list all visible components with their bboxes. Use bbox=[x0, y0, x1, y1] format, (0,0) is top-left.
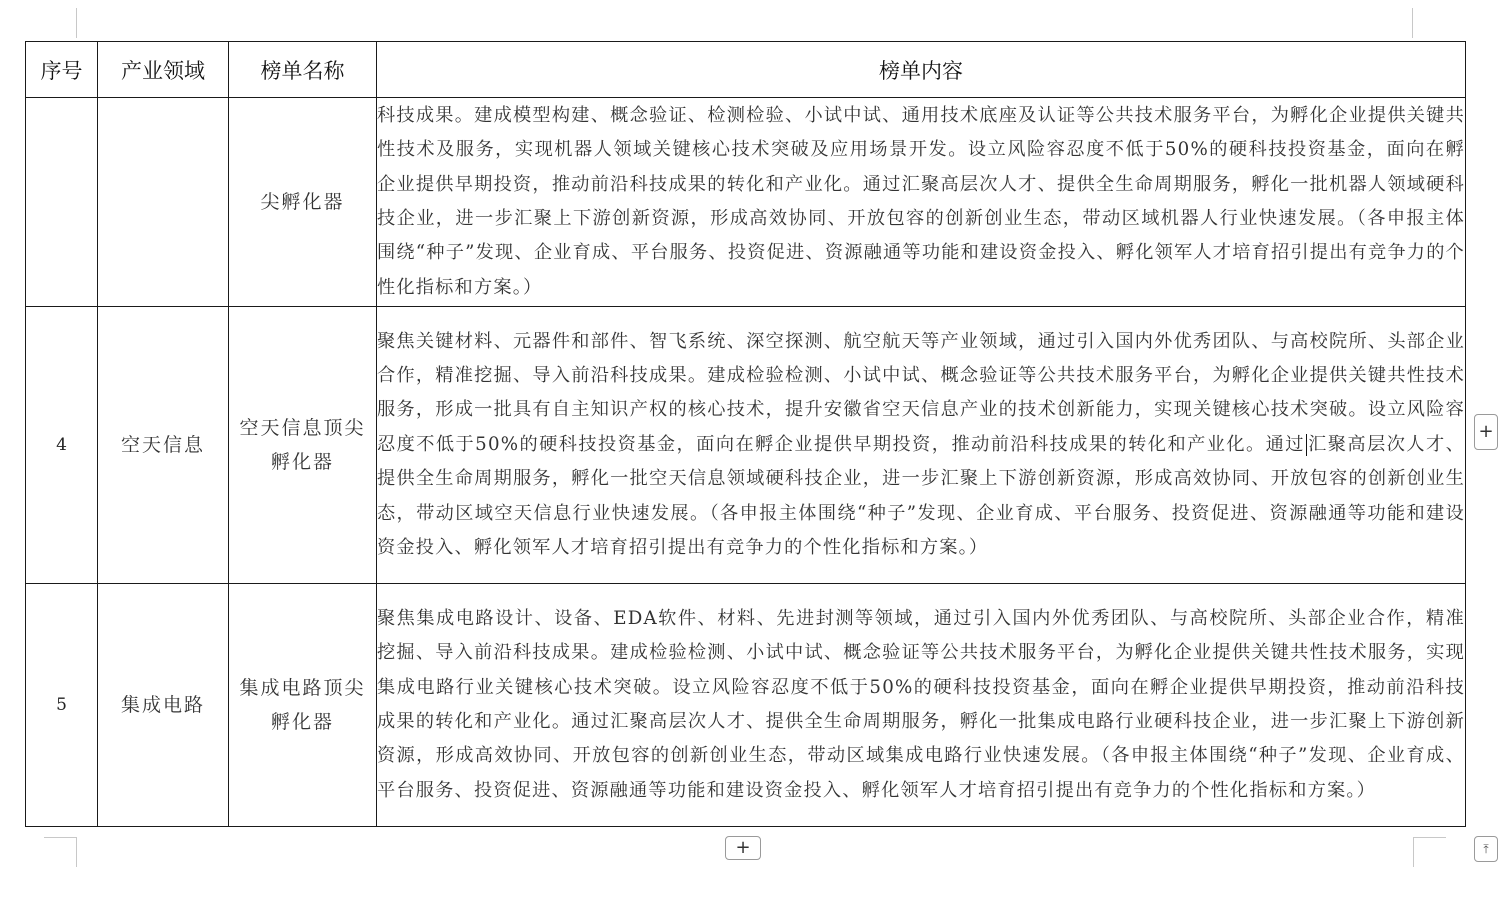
ranking-table bbox=[25, 41, 1466, 827]
cell-content[interactable] bbox=[377, 307, 1466, 584]
text-cursor bbox=[1306, 434, 1307, 456]
cell-field[interactable]: 空天信息 bbox=[98, 307, 229, 584]
add-column-button[interactable]: + bbox=[1474, 414, 1498, 450]
content-text-after-caret: 汇聚高层次人才、提供全生命周期服务，孵化一批空天信息领域硬科技企业，进一步汇聚上下游创新资源，形成高效协同、开放包容的创新创业生态，带动区域空天信息行业快速发展。（各申报主体围绕“种子”发现、企业育成、平台服务、投资促进、资源融通等功能和建设资金投入、孵化领军人才培育招引提出有竞争力的个性化指标和方案。） bbox=[377, 433, 1465, 559]
crop-mark-top-right bbox=[1412, 8, 1413, 38]
cell-name[interactable]: 空天信息顶尖孵化器 bbox=[229, 307, 377, 584]
cell-content[interactable]: 科技成果。建成模型构建、概念验证、检测检验、小试中试、通用技术底座及认证等公共技术服务平台，为孵化企业提供关键共性技术及服务，实现机器人领域关键核心技术突破及应用场景开发。设立风险容忍度不低于50%的硬科技投资基金，面向在孵企业提供早期投资，推动前沿科技成果的转化和产业化。通过汇聚高层次人才、提供全生命周期服务，孵化一批机器人领域硬科技企业，进一步汇聚上下游创新资源，形成高效协同、开放包容的创新创业生态，带动区域机器人行业快速发展。（各申报主体围绕“种子”发现、企业育成、平台服务、投资促进、资源融通等功能和建设资金投入、孵化领军人才培育招引提出有竞争力的个性化指标和方案。） bbox=[377, 98, 1466, 307]
crop-mark-bottom-left-v bbox=[76, 837, 77, 867]
table-handle-button[interactable]: ⤒ bbox=[1474, 836, 1498, 862]
cell-seq[interactable] bbox=[26, 98, 98, 307]
table-row bbox=[26, 584, 1466, 827]
crop-mark-bottom-right-h bbox=[1414, 837, 1446, 838]
crop-mark-bottom-left-h bbox=[44, 837, 76, 838]
table-row bbox=[26, 307, 1466, 584]
table-header-row bbox=[26, 42, 1466, 98]
add-row-button[interactable]: + bbox=[725, 836, 761, 860]
cell-seq[interactable]: 5 bbox=[26, 584, 98, 827]
header-name[interactable]: 榜单名称 bbox=[229, 42, 377, 98]
table-row bbox=[26, 98, 1466, 307]
header-field[interactable]: 产业领域 bbox=[98, 42, 229, 98]
cell-field[interactable] bbox=[98, 98, 229, 307]
cell-content[interactable]: 聚焦集成电路设计、设备、EDA软件、材料、先进封测等领域，通过引入国内外优秀团队、与高校院所、头部企业合作，精准挖掘、导入前沿科技成果。建成检验检测、小试中试、概念验证等公共技术服务平台，为孵化企业提供关键共性技术服务，实现集成电路行业关键核心技术突破。设立风险容忍度不低于50%的硬科技投资基金，面向在孵企业提供早期投资，推动前沿科技成果的转化和产业化。通过汇聚高层次人才、提供全生命周期服务，孵化一批集成电路行业硬科技企业，进一步汇聚上下游创新资源，形成高效协同、开放包容的创新创业生态，带动区域集成电路行业快速发展。（各申报主体围绕“种子”发现、企业育成、平台服务、投资促进、资源融通等功能和建设资金投入、孵化领军人才培育招引提出有竞争力的个性化指标和方案。） bbox=[377, 584, 1466, 827]
cell-name[interactable]: 尖孵化器 bbox=[229, 98, 377, 307]
cell-field[interactable]: 集成电路 bbox=[98, 584, 229, 827]
header-content[interactable]: 榜单内容 bbox=[377, 42, 1466, 98]
cell-name[interactable]: 集成电路顶尖孵化器 bbox=[229, 584, 377, 827]
crop-mark-top-left bbox=[76, 8, 77, 38]
cell-seq[interactable]: 4 bbox=[26, 307, 98, 584]
header-seq[interactable]: 序号 bbox=[26, 42, 98, 98]
content-text-before-caret: 聚焦关键材料、元器件和部件、智飞系统、深空探测、航空航天等产业领域，通过引入国内外优秀团队、与高校院所、头部企业合作，精准挖掘、导入前沿科技成果。建成检验检测、小试中试、概念验证等公共技术服务平台，为孵化企业提供关键共性技术服务，形成一批具有自主知识产权的核心技术，提升安徽省空天信息产业的技术创新能力，实现关键核心技术突破。设立风险容忍度不低于50%的硬科技投资基金，面向在孵企业提供早期投资，推动前沿科技成果的转化和产业化。通过 bbox=[377, 330, 1465, 455]
crop-mark-bottom-right-v bbox=[1413, 837, 1414, 867]
